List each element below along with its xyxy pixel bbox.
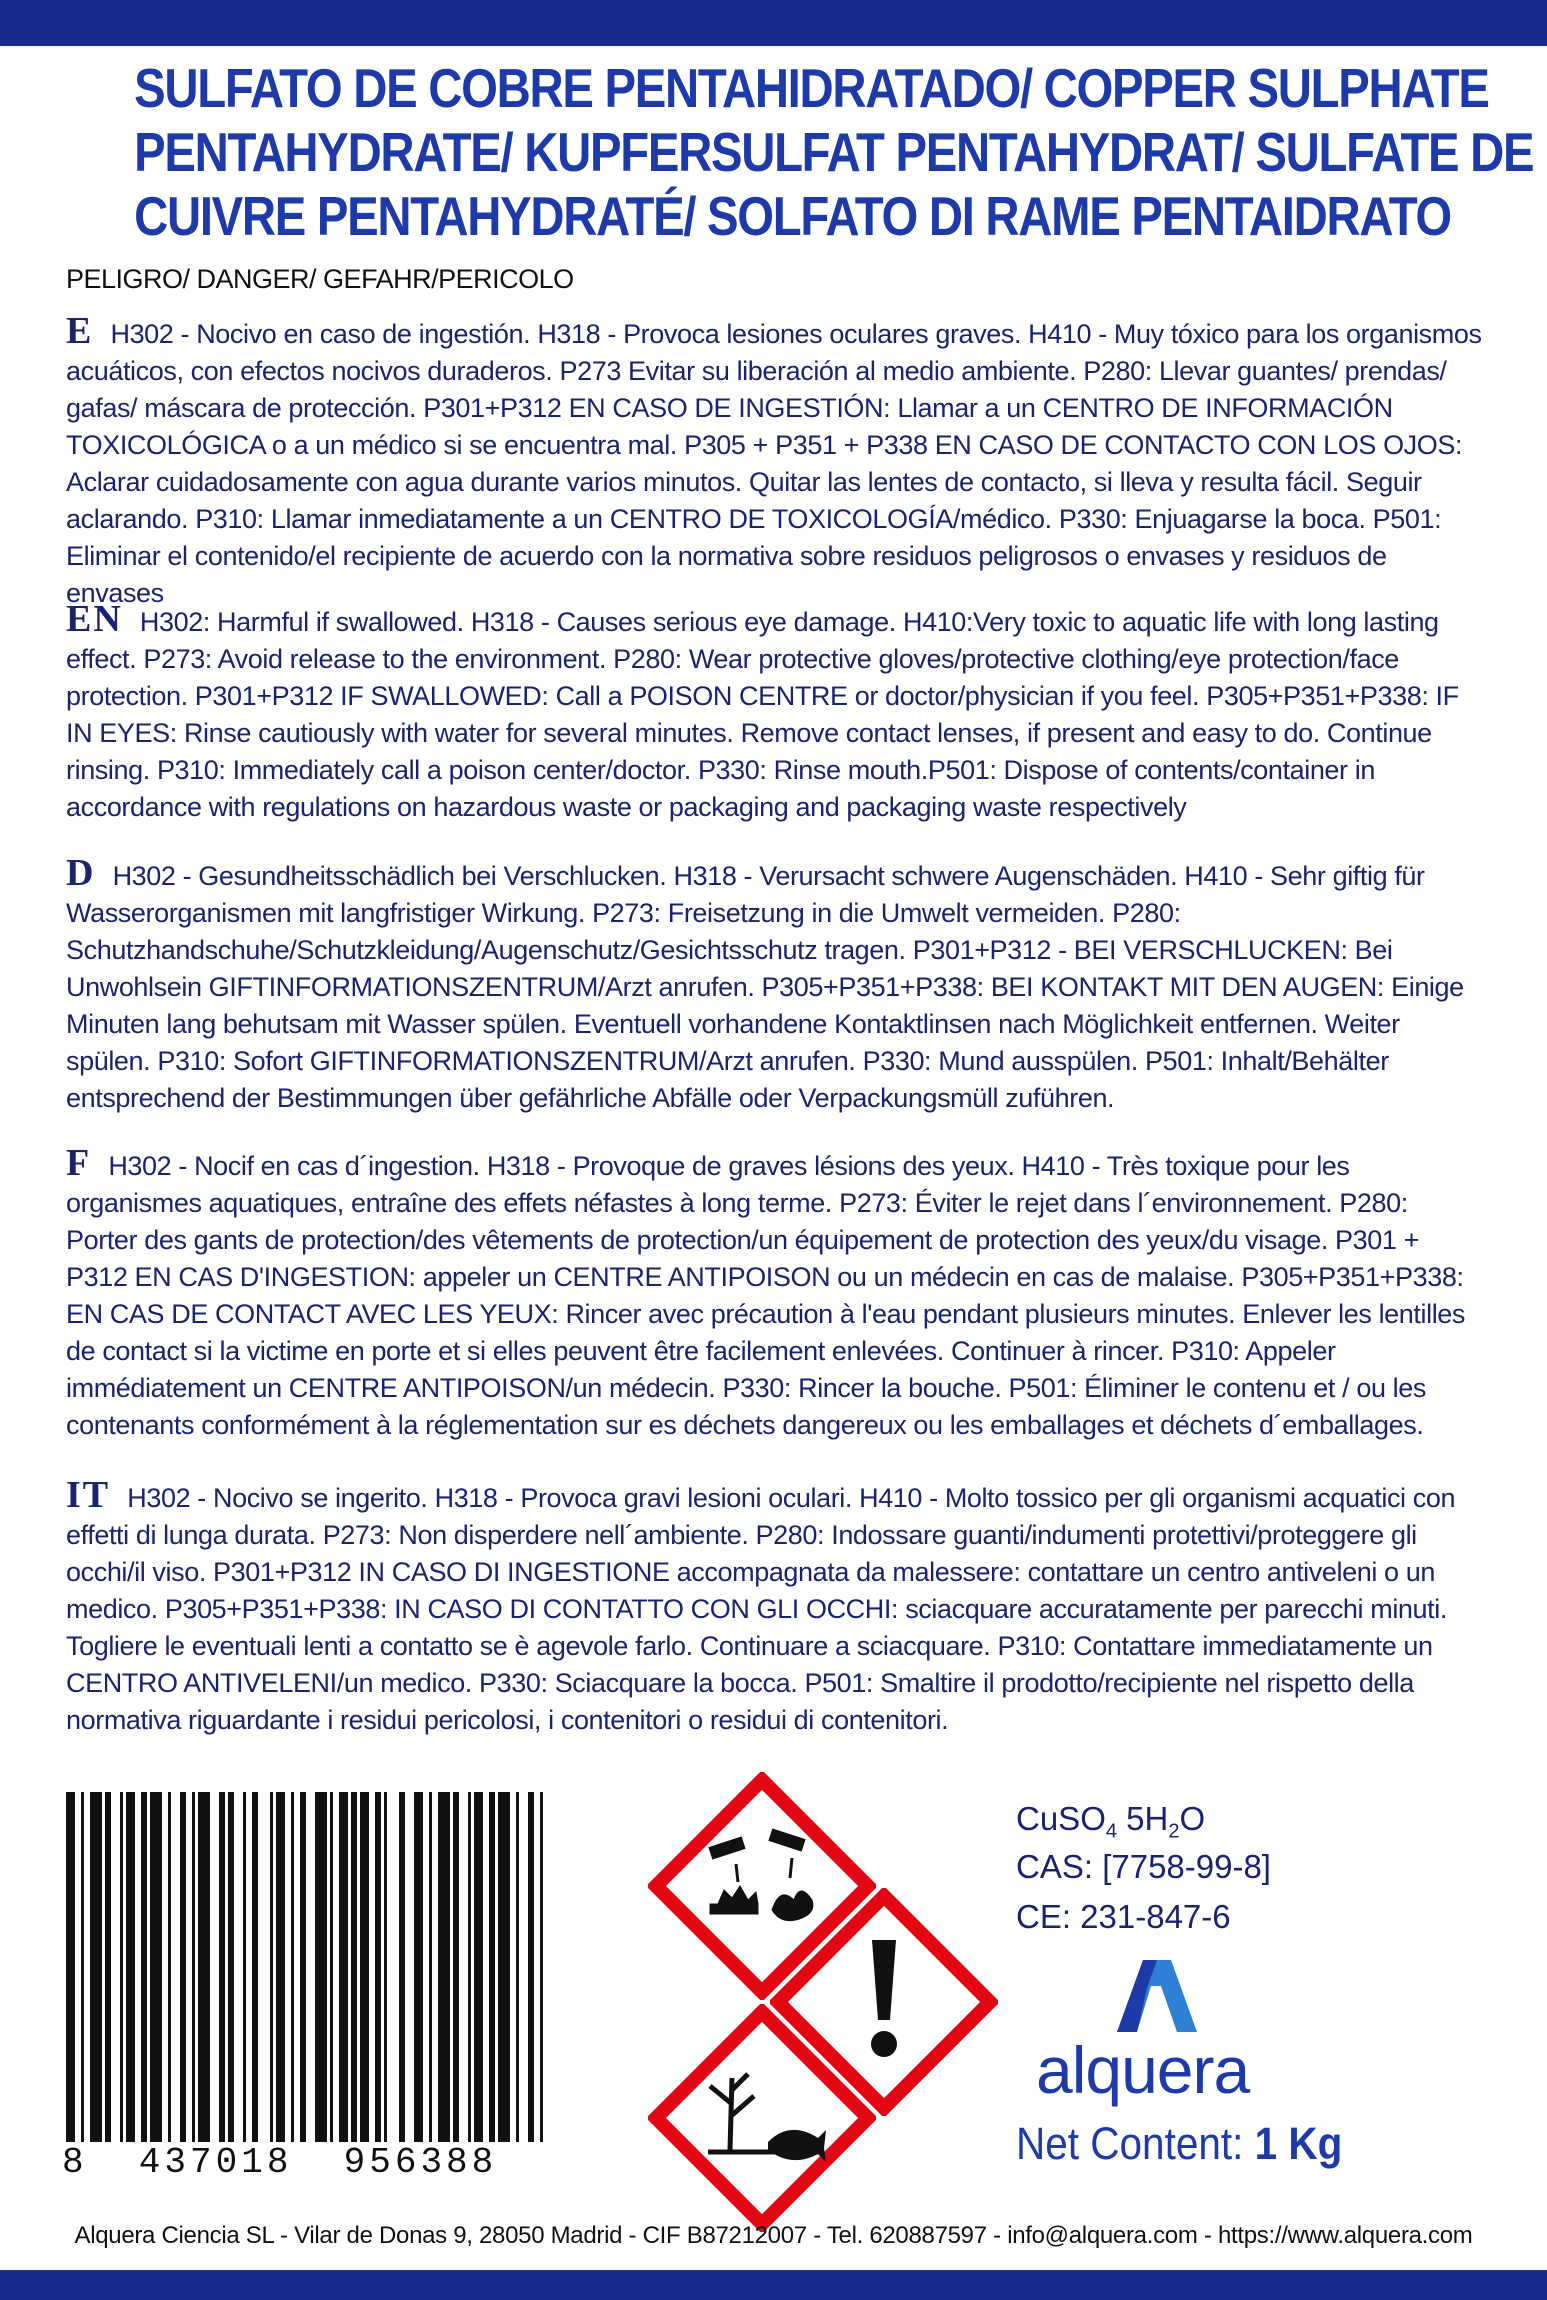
chemical-formula: CuSO$_4$ $5H_2O$ <box>1016 1800 1206 1843</box>
net-content: Net Content: 1 Kg <box>1016 2118 1343 2169</box>
section-italian <box>66 1474 1486 1739</box>
product-title <box>134 56 1534 248</box>
language-tag-it: IT <box>66 1474 111 1516</box>
section-text-es: H302 - Nocivo en caso de ingestión. H318 - Provoca lesiones oculares graves. H410 - Muy tóxico para los organismos acuáticos, con efectos nocivos duraderos. P273 Evitar su liberación al medio ambiente. P280: Llevar guantes/ prendas/ gafas/ máscara de protección. P301+P312 EN CASO DE INGESTIÓN: Llamar a un CENTRO DE INFORMACIÓN TOXICOLÓGICA o a un médico si se encuentra mal. P305 + P351 + P338 EN CASO DE CONTACTO CON LOS OJOS: Aclarar cuidadosamente con agua durante varios minutos. Quitar las lentes de contacto, si lleva y resulta fácil. Seguir aclarando. P310: Llamar inmediatamente a un CENTRO DE TOXICOLOGÍA/médico. P330: Enjuagarse la boca. P501: Eliminar el contenido/el recipiente de acuerdo con la normativa sobre residuos peligrosos o envases y residuos de envases <box>66 319 1482 608</box>
barcode <box>66 1792 546 2142</box>
title-line-1: SULFATO DE COBRE PENTAHIDRATADO/ COPPER SULPHATE <box>134 57 1489 119</box>
bottom-color-bar <box>0 2270 1547 2300</box>
title-line-3: CUIVRE PENTAHYDRATÉ/ SOLFATO DI RAME PENTAIDRATO <box>134 185 1451 247</box>
barcode-digits: 8 437018 956388 <box>62 2142 498 2183</box>
signal-word: PELIGRO/ DANGER/ GEFAHR/PERICOLO <box>66 264 574 294</box>
section-french <box>66 1142 1486 1444</box>
brand-wordmark: alquera <box>1036 2033 1250 2107</box>
top-color-bar <box>0 0 1547 46</box>
language-tag-fr: F <box>66 1142 92 1184</box>
language-tag-es: E <box>66 310 94 352</box>
section-text-de: H302 - Gesundheitsschädlich bei Verschlucken. H318 - Verursacht schwere Augenschäden. H410 - Sehr giftig für Wasserorganismen mit langfristiger Wirkung. P273: Freisetzung in die Umwelt vermeiden. P280: Schutzhandschuhe/Schutzkleidung/Augenschutz/Gesichtsschutz tragen. P301+P312 - BEI VERSCHLUCKEN: Bei Unwohlsein GIFTINFORMATIONSZENTRUM/Arzt anrufen. P305+P351+P338: BEI KONTAKT MIT DEN AUGEN: Einige Minuten lang behutsam mit Wasser spülen. Eventuell vorhandene Kontaktlinsen nach Möglichkeit entfernen. Weiter spülen. P310: Sofort GIFTINFORMATIONSZENTRUM/Arzt anrufen. P330: Mund ausspülen. P501: Inhalt/Behälter entsprechend der Bestimmungen über gefährliche Abfälle oder Verpackungsmüll zuführen. <box>66 861 1464 1113</box>
language-tag-en: EN <box>66 598 123 640</box>
section-german <box>66 852 1486 1117</box>
section-spanish <box>66 310 1486 612</box>
language-tag-de: D <box>66 852 96 894</box>
cas-number: CAS: [7758-99-8] <box>1016 1848 1271 1885</box>
section-english <box>66 598 1486 826</box>
section-text-en: H302: Harmful if swallowed. H318 - Causes serious eye damage. H410:Very toxic to aquatic life with long lasting effect. P273: Avoid release to the environment. P280: Wear protective gloves/protective clothing/eye protection/face protection. P301+P312 IF SWALLOWED: Call a POISON CENTRE or doctor/physician if you feel. P305+P351+P338: IF IN EYES: Rinse cautiously with water for several minutes. Remove contact lenses, if present and easy to do. Continue rinsing. P310: Immediately call a poison center/doctor. P330: Rinse mouth.P501: Dispose of contents/container in accordance with regulations on hazardous waste or packaging and packaging waste respectively <box>66 607 1459 822</box>
environment-icon <box>648 2004 876 2232</box>
alquera-logo-icon <box>1117 1960 1197 2032</box>
section-text-fr: H302 - Nocif en cas d´ingestion. H318 - Provoque de graves lésions des yeux. H410 - Très toxique pour les organismes aquatiques, entraîne des effets néfastes à long terme. P273: Éviter le rejet dans l´environnement. P280: Porter des gants de protection/des vêtements de protection/un équipement de protection des yeux/du visage. P301 + P312 EN CAS D'INGESTION: appeler un CENTRE ANTIPOISON ou un médecin en cas de malaise. P305+P351+P338: EN CAS DE CONTACT AVEC LES YEUX: Rincer avec précaution à l'eau pendant plusieurs minutes. Enlever les lentilles de contact si la victime en porte et si elles peuvent être facilement enlevées. Continuer à rincer. P310: Appeler immédiatement un CENTRE ANTIPOISON/un médecin. P330: Rincer la bouche. P501: Éliminer le contenu et / ou les contenants conformément à la réglementation sur es déchets dangereux ou les emballages et déchets d´emballages. <box>66 1151 1466 1440</box>
section-text-it: H302 - Nocivo se ingerito. H318 - Provoca gravi lesioni oculari. H410 - Molto tossico per gli organismi acquatici con effetti di lunga durata. P273: Non disperdere nell´ambiente. P280: Indossare guanti/indumenti protettivi/proteggere gli occhi/il viso. P301+P312 IN CASO DI INGESTIONE accompagnata da malessere: contattare un centro antiveleni o un medico. P305+P351+P338: IN CASO DI CONTATTO CON GLI OCCHI: sciacquare accuratamente per parecchi minuti. Togliere le eventuali lenti a contatto se è agevole farlo. Continuare a sciacquare. P310: Contattare immediatamente un CENTRO ANTIVELENI/un medico. P330: Sciacquare la bocca. P501: Smaltire il prodotto/recipiente nel rispetto della normativa riguardante i residui pericolosi, i contenitori o residui di contenitori. <box>66 1483 1456 1735</box>
footer-contact: Alquera Ciencia SL - Vilar de Donas 9, 28050 Madrid - CIF B87212007 - Tel. 620887597 - info@alquera.com - https://www.alquera.com <box>74 2222 1473 2249</box>
title-line-2: PENTAHYDRATE/ KUPFERSULFAT PENTAHYDRAT/ SULFATE DE <box>134 121 1534 183</box>
ce-number: CE: 231-847-6 <box>1016 1898 1231 1935</box>
